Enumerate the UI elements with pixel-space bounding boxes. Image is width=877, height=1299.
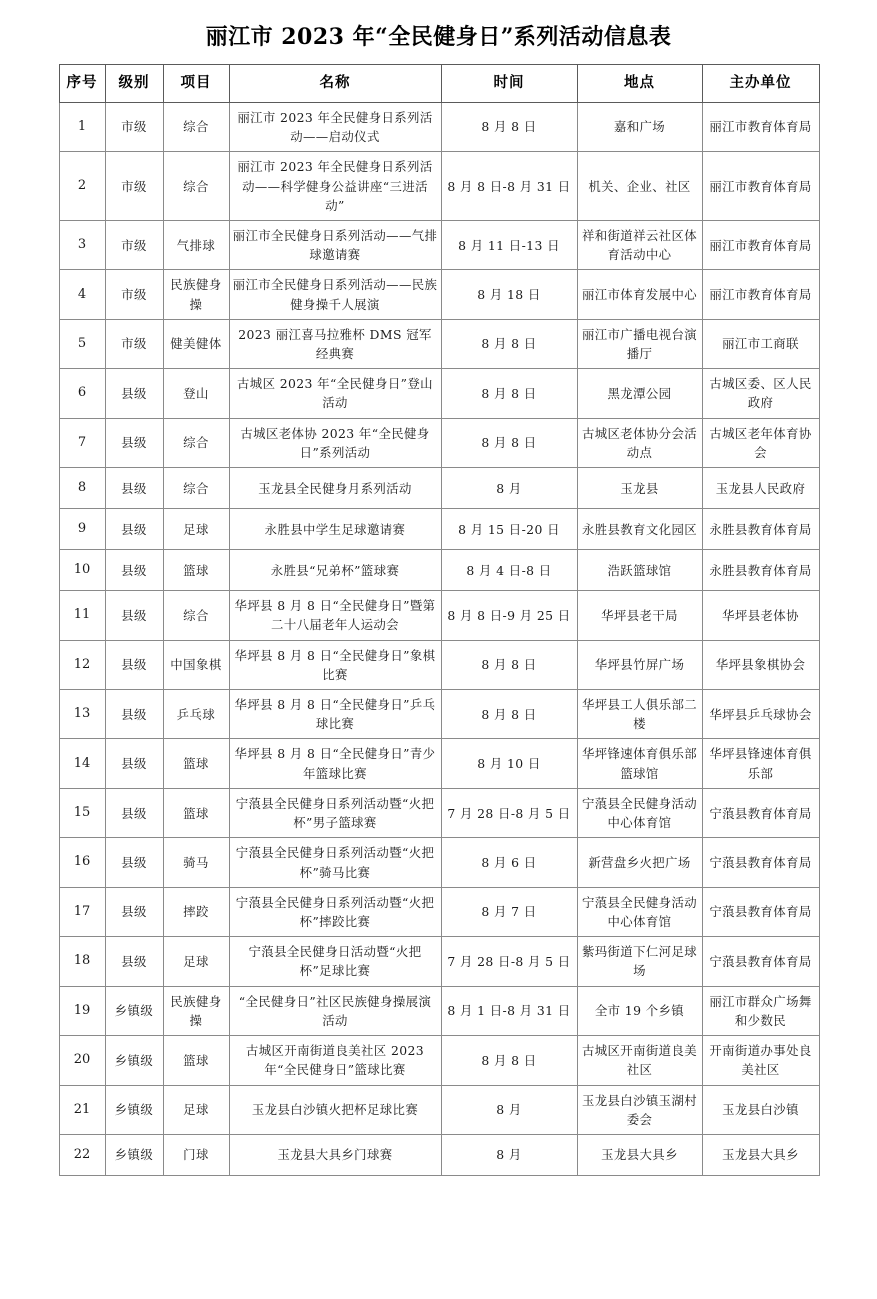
cell-event: 综合 bbox=[163, 591, 229, 640]
cell-place: 祥和街道祥云社区体育活动中心 bbox=[577, 220, 702, 269]
cell-name: 玉龙县全民健身月系列活动 bbox=[229, 468, 441, 509]
cell-level: 县级 bbox=[105, 788, 163, 837]
cell-time: 8 月 bbox=[441, 468, 577, 509]
cell-place: 玉龙县白沙镇玉湖村委会 bbox=[577, 1085, 702, 1134]
cell-event: 足球 bbox=[163, 509, 229, 550]
cell-organizer: 玉龙县大具乡 bbox=[702, 1134, 819, 1175]
cell-name: 玉龙县白沙镇火把杯足球比赛 bbox=[229, 1085, 441, 1134]
cell-event: 健美健体 bbox=[163, 319, 229, 368]
cell-place: 华坪锋速体育俱乐部篮球馆 bbox=[577, 739, 702, 788]
cell-level: 市级 bbox=[105, 319, 163, 368]
cell-organizer: 华坪县锋速体育俱乐部 bbox=[702, 739, 819, 788]
cell-organizer: 宁蒗县教育体育局 bbox=[702, 838, 819, 887]
cell-place: 华坪县老干局 bbox=[577, 591, 702, 640]
cell-event: 乒乓球 bbox=[163, 690, 229, 739]
table-row bbox=[59, 986, 819, 1035]
cell-organizer: 永胜县教育体育局 bbox=[702, 509, 819, 550]
cell-time: 8 月 7 日 bbox=[441, 887, 577, 936]
table-row bbox=[59, 640, 819, 689]
cell-organizer: 华坪县乒乓球协会 bbox=[702, 690, 819, 739]
cell-index: 3 bbox=[59, 220, 105, 269]
cell-place: 宁蒗县全民健身活动中心体育馆 bbox=[577, 788, 702, 837]
cell-place: 宁蒗县全民健身活动中心体育馆 bbox=[577, 887, 702, 936]
cell-name: 古城区开南街道良美社区 2023 年“全民健身日”篮球比赛 bbox=[229, 1036, 441, 1085]
cell-time: 8 月 10 日 bbox=[441, 739, 577, 788]
cell-name: 华坪县 8 月 8 日“全民健身日”暨第二十八届老年人运动会 bbox=[229, 591, 441, 640]
cell-time: 8 月 bbox=[441, 1134, 577, 1175]
cell-event: 民族健身操 bbox=[163, 270, 229, 319]
cell-index: 4 bbox=[59, 270, 105, 319]
cell-time: 8 月 8 日-8 月 31 日 bbox=[441, 152, 577, 221]
cell-name: 古城区老体协 2023 年“全民健身日”系列活动 bbox=[229, 418, 441, 467]
cell-level: 市级 bbox=[105, 152, 163, 221]
cell-level: 县级 bbox=[105, 468, 163, 509]
table-row bbox=[59, 369, 819, 418]
cell-index: 13 bbox=[59, 690, 105, 739]
cell-place: 机关、企业、社区 bbox=[577, 152, 702, 221]
cell-name: 宁蒗县全民健身日系列活动暨“火把杯”骑马比赛 bbox=[229, 838, 441, 887]
cell-organizer: 宁蒗县教育体育局 bbox=[702, 937, 819, 986]
cell-time: 8 月 8 日 bbox=[441, 690, 577, 739]
cell-index: 11 bbox=[59, 591, 105, 640]
cell-time: 8 月 8 日 bbox=[441, 640, 577, 689]
cell-organizer: 丽江市教育体育局 bbox=[702, 270, 819, 319]
table-row bbox=[59, 1085, 819, 1134]
cell-index: 7 bbox=[59, 418, 105, 467]
cell-organizer: 丽江市教育体育局 bbox=[702, 152, 819, 221]
cell-index: 1 bbox=[59, 102, 105, 151]
cell-name: 宁蒗县全民健身日系列活动暨“火把杯”男子篮球赛 bbox=[229, 788, 441, 837]
cell-event: 综合 bbox=[163, 468, 229, 509]
cell-event: 门球 bbox=[163, 1134, 229, 1175]
cell-name: “全民健身日”社区民族健身操展演活动 bbox=[229, 986, 441, 1035]
header-row bbox=[59, 65, 819, 102]
cell-time: 8 月 6 日 bbox=[441, 838, 577, 887]
cell-name: 丽江市 2023 年全民健身日系列活动——科学健身公益讲座“三进活动” bbox=[229, 152, 441, 221]
cell-place: 玉龙县 bbox=[577, 468, 702, 509]
cell-organizer: 开南街道办事处良美社区 bbox=[702, 1036, 819, 1085]
cell-event: 篮球 bbox=[163, 550, 229, 591]
cell-organizer: 丽江市教育体育局 bbox=[702, 102, 819, 151]
cell-index: 2 bbox=[59, 152, 105, 221]
column-header-place: 地点 bbox=[577, 65, 702, 102]
cell-time: 8 月 8 日 bbox=[441, 1036, 577, 1085]
cell-time: 8 月 8 日 bbox=[441, 418, 577, 467]
cell-time: 8 月 1 日-8 月 31 日 bbox=[441, 986, 577, 1035]
cell-organizer: 古城区委、区人民政府 bbox=[702, 369, 819, 418]
cell-organizer: 华坪县象棋协会 bbox=[702, 640, 819, 689]
cell-name: 华坪县 8 月 8 日“全民健身日”象棋比赛 bbox=[229, 640, 441, 689]
column-header-time: 时间 bbox=[441, 65, 577, 102]
cell-place: 华坪县竹屏广场 bbox=[577, 640, 702, 689]
cell-place: 浩跃篮球馆 bbox=[577, 550, 702, 591]
table-row bbox=[59, 319, 819, 368]
table-row bbox=[59, 690, 819, 739]
cell-place: 新营盘乡火把广场 bbox=[577, 838, 702, 887]
cell-name: 华坪县 8 月 8 日“全民健身日”青少年篮球比赛 bbox=[229, 739, 441, 788]
cell-level: 乡镇级 bbox=[105, 1036, 163, 1085]
activity-info-table bbox=[59, 64, 820, 1176]
cell-organizer: 丽江市教育体育局 bbox=[702, 220, 819, 269]
column-header-index: 序号 bbox=[59, 65, 105, 102]
cell-index: 20 bbox=[59, 1036, 105, 1085]
cell-level: 县级 bbox=[105, 838, 163, 887]
cell-index: 18 bbox=[59, 937, 105, 986]
cell-index: 6 bbox=[59, 369, 105, 418]
cell-index: 17 bbox=[59, 887, 105, 936]
cell-time: 8 月 11 日-13 日 bbox=[441, 220, 577, 269]
cell-index: 9 bbox=[59, 509, 105, 550]
cell-name: 永胜县中学生足球邀请赛 bbox=[229, 509, 441, 550]
cell-index: 12 bbox=[59, 640, 105, 689]
column-header-name: 名称 bbox=[229, 65, 441, 102]
cell-level: 市级 bbox=[105, 102, 163, 151]
table-row bbox=[59, 418, 819, 467]
table-row bbox=[59, 550, 819, 591]
cell-organizer: 华坪县老体协 bbox=[702, 591, 819, 640]
cell-event: 综合 bbox=[163, 418, 229, 467]
cell-time: 8 月 18 日 bbox=[441, 270, 577, 319]
cell-event: 中国象棋 bbox=[163, 640, 229, 689]
table-row bbox=[59, 220, 819, 269]
cell-name: 2023 丽江喜马拉雅杯 DMS 冠军经典赛 bbox=[229, 319, 441, 368]
table-row bbox=[59, 788, 819, 837]
cell-level: 县级 bbox=[105, 640, 163, 689]
table-row bbox=[59, 270, 819, 319]
cell-level: 县级 bbox=[105, 418, 163, 467]
table-row bbox=[59, 838, 819, 887]
table-row bbox=[59, 887, 819, 936]
cell-index: 22 bbox=[59, 1134, 105, 1175]
cell-event: 综合 bbox=[163, 152, 229, 221]
cell-event: 民族健身操 bbox=[163, 986, 229, 1035]
table-row bbox=[59, 468, 819, 509]
table-container bbox=[59, 64, 819, 1176]
cell-name: 古城区 2023 年“全民健身日”登山活动 bbox=[229, 369, 441, 418]
cell-organizer: 古城区老年体育协会 bbox=[702, 418, 819, 467]
cell-event: 篮球 bbox=[163, 739, 229, 788]
cell-event: 摔跤 bbox=[163, 887, 229, 936]
cell-place: 黑龙潭公园 bbox=[577, 369, 702, 418]
table-row bbox=[59, 937, 819, 986]
cell-place: 全市 19 个乡镇 bbox=[577, 986, 702, 1035]
cell-event: 篮球 bbox=[163, 1036, 229, 1085]
cell-level: 县级 bbox=[105, 591, 163, 640]
cell-level: 县级 bbox=[105, 369, 163, 418]
cell-name: 宁蒗县全民健身日活动暨“火把杯”足球比赛 bbox=[229, 937, 441, 986]
cell-name: 宁蒗县全民健身日系列活动暨“火把杯”摔跤比赛 bbox=[229, 887, 441, 936]
cell-organizer: 玉龙县人民政府 bbox=[702, 468, 819, 509]
cell-level: 县级 bbox=[105, 739, 163, 788]
cell-organizer: 玉龙县白沙镇 bbox=[702, 1085, 819, 1134]
cell-time: 8 月 15 日-20 日 bbox=[441, 509, 577, 550]
cell-event: 综合 bbox=[163, 102, 229, 151]
cell-time: 8 月 8 日 bbox=[441, 102, 577, 151]
cell-index: 10 bbox=[59, 550, 105, 591]
cell-event: 骑马 bbox=[163, 838, 229, 887]
cell-level: 乡镇级 bbox=[105, 1134, 163, 1175]
cell-index: 16 bbox=[59, 838, 105, 887]
cell-place: 丽江市广播电视台演播厅 bbox=[577, 319, 702, 368]
cell-place: 古城区开南街道良美社区 bbox=[577, 1036, 702, 1085]
cell-organizer: 永胜县教育体育局 bbox=[702, 550, 819, 591]
cell-time: 8 月 4 日-8 日 bbox=[441, 550, 577, 591]
cell-index: 15 bbox=[59, 788, 105, 837]
table-row bbox=[59, 509, 819, 550]
cell-time: 8 月 8 日 bbox=[441, 369, 577, 418]
cell-index: 8 bbox=[59, 468, 105, 509]
cell-level: 市级 bbox=[105, 220, 163, 269]
cell-event: 气排球 bbox=[163, 220, 229, 269]
cell-place: 玉龙县大具乡 bbox=[577, 1134, 702, 1175]
table-row bbox=[59, 1036, 819, 1085]
cell-index: 21 bbox=[59, 1085, 105, 1134]
table-header bbox=[59, 65, 819, 102]
table-row bbox=[59, 152, 819, 221]
cell-level: 市级 bbox=[105, 270, 163, 319]
table-row bbox=[59, 1134, 819, 1175]
cell-name: 玉龙县大具乡门球赛 bbox=[229, 1134, 441, 1175]
cell-time: 8 月 8 日 bbox=[441, 319, 577, 368]
table-body bbox=[59, 102, 819, 1175]
column-header-organizer: 主办单位 bbox=[702, 65, 819, 102]
cell-name: 丽江市 2023 年全民健身日系列活动——启动仪式 bbox=[229, 102, 441, 151]
cell-time: 8 月 bbox=[441, 1085, 577, 1134]
cell-organizer: 丽江市工商联 bbox=[702, 319, 819, 368]
cell-place: 嘉和广场 bbox=[577, 102, 702, 151]
cell-level: 县级 bbox=[105, 887, 163, 936]
cell-index: 19 bbox=[59, 986, 105, 1035]
cell-organizer: 宁蒗县教育体育局 bbox=[702, 788, 819, 837]
cell-name: 丽江市全民健身日系列活动——民族健身操千人展演 bbox=[229, 270, 441, 319]
cell-place: 紫玛街道下仁河足球场 bbox=[577, 937, 702, 986]
cell-place: 丽江市体育发展中心 bbox=[577, 270, 702, 319]
cell-index: 14 bbox=[59, 739, 105, 788]
cell-name: 丽江市全民健身日系列活动——气排球邀请赛 bbox=[229, 220, 441, 269]
cell-level: 县级 bbox=[105, 937, 163, 986]
cell-place: 华坪县工人俱乐部二楼 bbox=[577, 690, 702, 739]
cell-event: 足球 bbox=[163, 937, 229, 986]
cell-time: 8 月 8 日-9 月 25 日 bbox=[441, 591, 577, 640]
cell-place: 永胜县教育文化园区 bbox=[577, 509, 702, 550]
cell-event: 篮球 bbox=[163, 788, 229, 837]
cell-time: 7 月 28 日-8 月 5 日 bbox=[441, 937, 577, 986]
cell-level: 县级 bbox=[105, 509, 163, 550]
cell-time: 7 月 28 日-8 月 5 日 bbox=[441, 788, 577, 837]
column-header-level: 级别 bbox=[105, 65, 163, 102]
cell-organizer: 宁蒗县教育体育局 bbox=[702, 887, 819, 936]
cell-organizer: 丽江市群众广场舞和少数民 bbox=[702, 986, 819, 1035]
table-row bbox=[59, 591, 819, 640]
cell-name: 永胜县“兄弟杯”篮球赛 bbox=[229, 550, 441, 591]
cell-event: 登山 bbox=[163, 369, 229, 418]
cell-level: 乡镇级 bbox=[105, 1085, 163, 1134]
column-header-event: 项目 bbox=[163, 65, 229, 102]
cell-level: 县级 bbox=[105, 690, 163, 739]
cell-level: 县级 bbox=[105, 550, 163, 591]
table-row bbox=[59, 739, 819, 788]
cell-name: 华坪县 8 月 8 日“全民健身日”乒乓球比赛 bbox=[229, 690, 441, 739]
cell-place: 古城区老体协分会活动点 bbox=[577, 418, 702, 467]
table-row bbox=[59, 102, 819, 151]
cell-level: 乡镇级 bbox=[105, 986, 163, 1035]
cell-index: 5 bbox=[59, 319, 105, 368]
cell-event: 足球 bbox=[163, 1085, 229, 1134]
page-title: 丽江市 2023 年“全民健身日”系列活动信息表 bbox=[205, 24, 672, 50]
